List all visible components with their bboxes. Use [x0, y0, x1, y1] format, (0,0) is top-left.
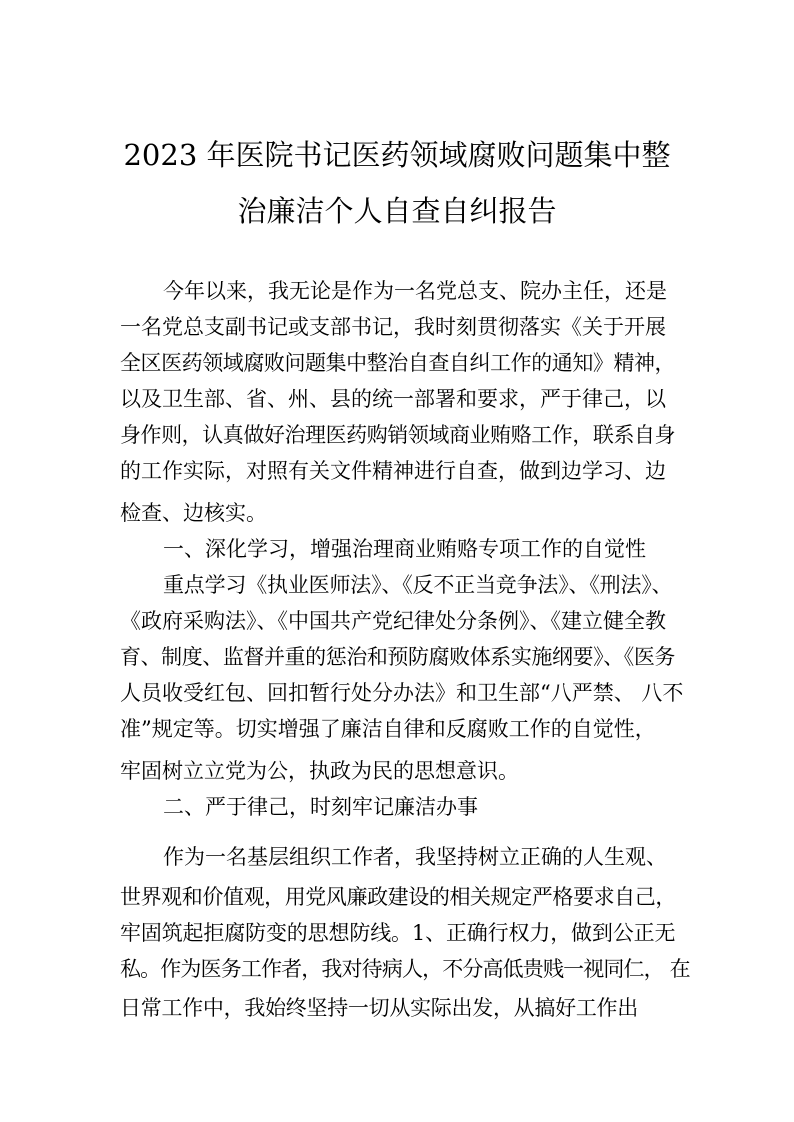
body-line-7: 检查、边核实。	[120, 501, 267, 525]
body-line-16: 作为一名基层组织工作者，我坚持树立正确的人生观、	[163, 845, 667, 869]
body-line-18: 牢固筑起拒腐防变的思想防线。1、正确行权力，做到公正无	[120, 921, 676, 945]
section-heading-2: 二、严于律己，时刻牢记廉洁办事	[163, 795, 478, 819]
body-line-5: 身作则，认真做好治理医药购销领域商业贿赂工作，联系自身	[120, 423, 676, 447]
section-heading-1: 一、深化学习，增强治理商业贿赂专项工作的自觉性	[163, 537, 646, 561]
body-line-6: 的工作实际，对照有关文件精神进行自查，做到边学习、边	[120, 459, 666, 483]
body-line-17: 世界观和价值观，用党风廉政建设的相关规定严格要求自己，	[120, 885, 676, 909]
body-line-3: 全区医药领域腐败问题集中整治自查自纠工作的通知》精神，	[120, 351, 676, 375]
document-title-line-1: 2023 年医院书记医药领域腐败问题集中整	[123, 138, 671, 172]
body-line-19: 私。作为医务工作者，我对待病人，不分高低贵贱一视同仁， 在	[120, 957, 690, 981]
document-title-line-2: 治廉洁个人自查自纠报告	[237, 194, 557, 228]
body-line-9: 重点学习《执业医师法》、《反不正当竞争法》、《刑法》、	[163, 573, 673, 597]
body-line-10: 《政府采购法》、《中国共产党纪律处分条例》、《建立健全教	[120, 609, 666, 633]
body-line-12: 人员收受红包、回扣暂行处分办法》和卫生部“八严禁、 八不	[120, 681, 684, 705]
body-line-20: 日常工作中，我始终坚持一切从实际出发，从搞好工作出	[120, 996, 638, 1020]
body-line-2: 一名党总支副书记或支部书记，我时刻贯彻落实《关于开展	[120, 315, 666, 339]
body-line-13: 准”规定等。切实增强了廉洁自律和反腐败工作的自觉性，	[120, 717, 656, 741]
body-line-14: 牢固树立立党为公，执政为民的思想意识。	[120, 759, 519, 783]
body-line-11: 育、制度、监督并重的惩治和预防腐败体系实施纲要》、《医务	[120, 645, 675, 669]
body-line-1: 今年以来，我无论是作为一名党总支、院办主任，还是	[163, 279, 667, 303]
body-line-4: 以及卫生部、省、州、县的统一部署和要求，严于律己，以	[120, 387, 666, 411]
